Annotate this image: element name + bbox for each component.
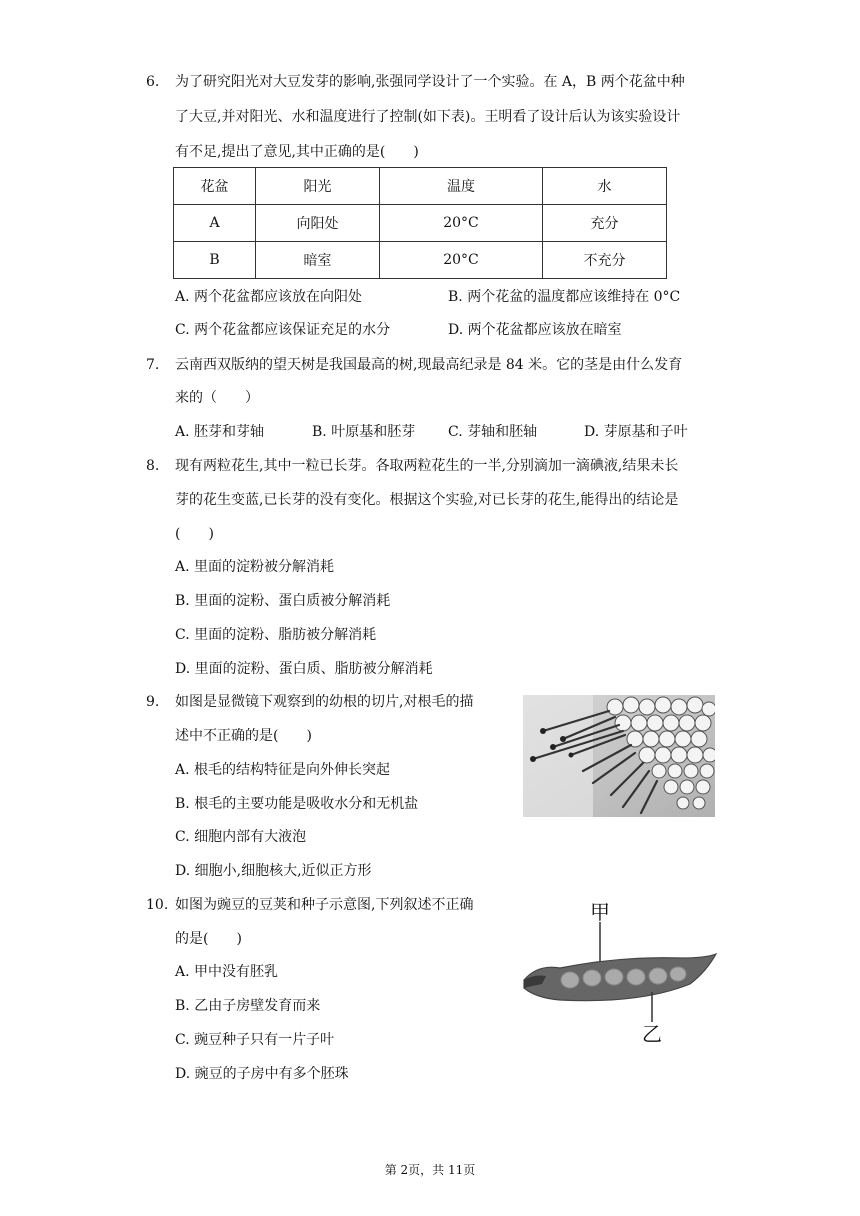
option-c: C. 里面的淀粉、脂肪被分解消耗 xyxy=(175,627,377,643)
question-number: 9. xyxy=(146,694,160,710)
table-cell: A xyxy=(174,205,256,242)
option-d: D. 豌豆的子房中有多个胚珠 xyxy=(175,1066,349,1082)
table-header-cell: 温度 xyxy=(380,168,543,205)
label-yi: 乙 xyxy=(642,1022,662,1046)
option-b: B. 乙由子房壁发育而来 xyxy=(175,998,321,1014)
table-cell: 暗室 xyxy=(256,242,380,279)
option-d: D. 两个花盆都应该放在暗室 xyxy=(448,322,622,338)
question-text-line: 有不足,提出了意见,其中正确的是( ) xyxy=(175,144,419,160)
option-d: D. 里面的淀粉、蛋白质、脂肪被分解消耗 xyxy=(175,661,433,677)
option-b: B. 里面的淀粉、蛋白质被分解消耗 xyxy=(175,593,391,609)
question-number: 10. xyxy=(146,897,169,913)
question-text-line: 云南西双版纳的望天树是我国最高的树,现最高纪录是 84 米。它的茎是由什么发育 xyxy=(175,357,683,373)
question-text-line: 了大豆,并对阳光、水和温度进行了控制(如下表)。王明看了设计后认为该实验设计 xyxy=(175,109,681,125)
experiment-table xyxy=(173,167,667,279)
question-text-line: 如图是显微镜下观察到的幼根的切片,对根毛的描 xyxy=(175,694,474,710)
option-b: B. 叶原基和胚芽 xyxy=(312,424,416,440)
pea-pod-diagram xyxy=(520,892,720,1052)
table-row xyxy=(174,242,667,279)
option-c: C. 细胞内部有大液泡 xyxy=(175,829,307,845)
table-cell: 充分 xyxy=(543,205,667,242)
table-cell: 不充分 xyxy=(543,242,667,279)
option-a: A. 根毛的结构特征是向外伸长突起 xyxy=(175,762,391,778)
pea-pod-drawing xyxy=(520,892,720,1052)
table-cell: 20°C xyxy=(380,205,543,242)
question-text-line: 的是( ) xyxy=(175,931,242,947)
question-text-line: 如图为豌豆的豆荚和种子示意图,下列叙述不正确 xyxy=(175,897,474,913)
table-header-cell: 水 xyxy=(543,168,667,205)
page-footer: 第 2页，共 11页 xyxy=(384,1163,476,1177)
option-b: B. 根毛的主要功能是吸收水分和无机盐 xyxy=(175,796,419,812)
table-cell: 向阳处 xyxy=(256,205,380,242)
table-row xyxy=(174,205,667,242)
question-text-line: ( ) xyxy=(175,526,214,542)
table-header-cell: 阳光 xyxy=(256,168,380,205)
option-a: A. 里面的淀粉被分解消耗 xyxy=(175,559,335,575)
table-header-cell: 花盆 xyxy=(174,168,256,205)
label-jia: 甲 xyxy=(590,900,610,924)
table-cell: 20°C xyxy=(380,242,543,279)
question-number: 6. xyxy=(146,74,160,90)
option-a: A. 胚芽和芽轴 xyxy=(175,424,265,440)
question-text-line: 现有两粒花生,其中一粒已长芽。各取两粒花生的一半,分别滴加一滴碘液,结果未长 xyxy=(175,458,679,474)
option-d: D. 芽原基和子叶 xyxy=(584,424,688,440)
question-text-line: 述中不正确的是( ) xyxy=(175,728,312,744)
option-d: D. 细胞小,细胞核大,近似正方形 xyxy=(175,863,372,879)
table-header-row xyxy=(174,168,667,205)
option-c: C. 豌豆种子只有一片子叶 xyxy=(175,1032,335,1048)
option-a: A. 两个花盆都应该放在向阳处 xyxy=(175,289,363,305)
option-c: C. 芽轴和胚轴 xyxy=(448,424,538,440)
option-a: A. 甲中没有胚乳 xyxy=(175,964,279,980)
question-text-line: 芽的花生变蓝,已长芽的没有变化。根据这个实验,对已长芽的花生,能得出的结论是 xyxy=(175,492,679,508)
question-text-line: 为了研究阳光对大豆发芽的影响,张强同学设计了一个实验。在 A，B 两个花盆中种 xyxy=(175,74,685,90)
root-section-micrograph xyxy=(523,695,715,817)
question-number: 8. xyxy=(146,458,160,474)
table-cell: B xyxy=(174,242,256,279)
question-text-line: 来的（ ） xyxy=(175,390,259,406)
question-number: 7. xyxy=(146,357,160,373)
option-b: B. 两个花盆的温度都应该维持在 0°C xyxy=(448,289,681,305)
option-c: C. 两个花盆都应该保证充足的水分 xyxy=(175,322,391,338)
